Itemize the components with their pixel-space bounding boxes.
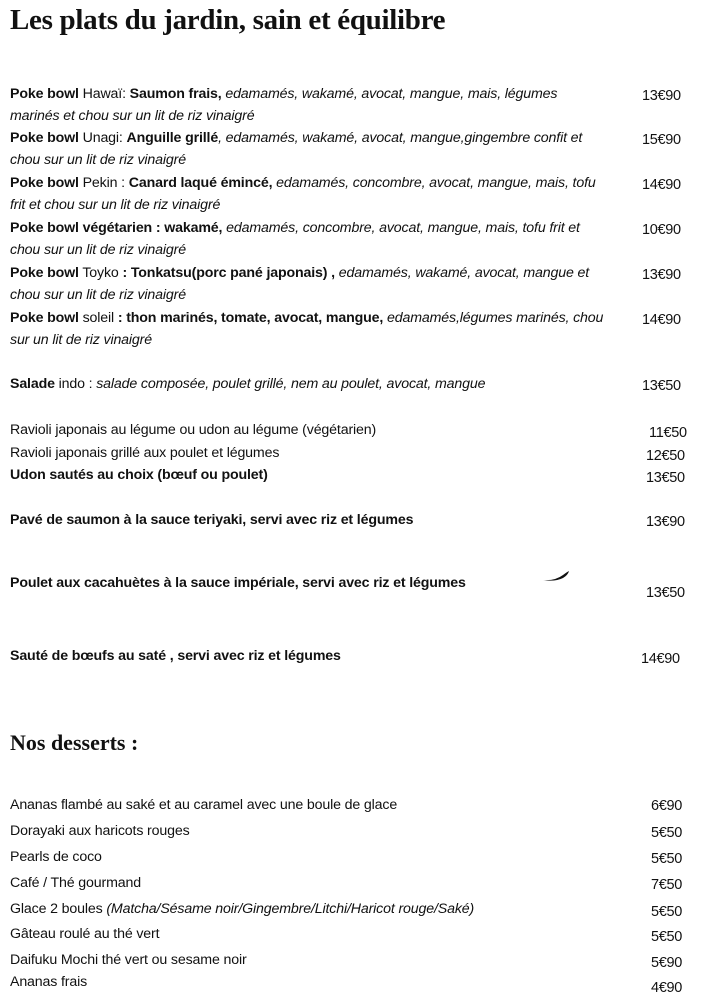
main-dish-item xyxy=(10,218,610,261)
dessert-item-price: 5€50 xyxy=(651,825,683,841)
page-title: Les plats du jardin, sain et équilibre xyxy=(10,4,446,36)
main-dish-item-price: 14€90 xyxy=(642,312,681,328)
main-dish-item-text: Salade xyxy=(10,376,55,392)
main-dish-item-text: Toyko xyxy=(78,265,123,281)
main-dish-item-text: Saumon frais, xyxy=(129,86,222,102)
main-dish-item-text: Pavé de saumon à la sauce teriyaki, servi avec riz et légumes xyxy=(10,512,414,528)
main-dish-item xyxy=(10,510,610,532)
main-dish-item-text: Udon sautés au choix (bœuf ou poulet) xyxy=(10,467,268,483)
main-dish-item-text: Poke bowl xyxy=(10,310,79,326)
main-dish-item xyxy=(10,84,610,127)
chili-pepper-icon xyxy=(541,570,571,582)
main-dish-item-price: 10€90 xyxy=(642,222,681,238)
main-dish-item-text: edamamés, wakamé, avocat, mangue, mais, légumes marinés et chou sur un lit de riz vinaigré xyxy=(10,86,558,124)
main-dish-item xyxy=(10,465,610,487)
dessert-item-text: Glace 2 boules xyxy=(10,901,107,917)
dessert-item xyxy=(10,821,610,843)
dessert-item-price: 5€90 xyxy=(651,955,683,971)
main-dish-item xyxy=(10,263,610,306)
dessert-item-text: Pearls de coco xyxy=(10,849,102,865)
main-dish-item-price: 13€50 xyxy=(646,470,685,486)
main-dish-item-text: edamamés,légumes marinés, chou sur un lit de riz vinaigré xyxy=(10,310,604,348)
main-dish-item-text: Pekin : xyxy=(78,175,129,191)
main-dish-item-text: Sauté de bœufs au saté , servi avec riz et légumes xyxy=(10,648,341,664)
main-dish-item-price: 13€90 xyxy=(642,88,681,104)
dessert-item xyxy=(10,847,610,869)
dessert-item xyxy=(10,950,610,972)
dessert-item-price: 5€50 xyxy=(651,929,683,945)
main-dish-item-price: 14€90 xyxy=(642,177,681,193)
desserts-title: Nos desserts : xyxy=(10,730,139,755)
main-dish-item-text: Poulet aux cacahuètes à la sauce impériale, servi avec riz et légumes xyxy=(10,575,466,591)
main-dish-item-text: Poke bowl xyxy=(10,86,79,102)
dessert-item xyxy=(10,795,610,817)
dessert-item-price: 5€50 xyxy=(651,851,683,867)
main-dish-item xyxy=(10,308,610,351)
dessert-item-price: 5€50 xyxy=(651,904,683,920)
main-dish-item-text: Ravioli japonais au légume ou udon au légume (végétarien) xyxy=(10,422,377,438)
dessert-item-price: 6€90 xyxy=(651,798,683,814)
dessert-item-text: Ananas frais xyxy=(10,974,88,990)
main-dish-item-text: Poke bowl végétarien : wakamé, xyxy=(10,220,223,236)
dessert-item-text: (Matcha/Sésame noir/Gingembre/Litchi/Haricot rouge/Saké) xyxy=(106,901,475,917)
main-dish-item-text: soleil xyxy=(78,310,118,326)
main-dish-item-text: , edamamés, wakamé, avocat, mangue,gingembre confit et chou sur un lit de riz vinaigré xyxy=(10,130,583,168)
main-dish-item-text: Poke bowl xyxy=(10,130,79,146)
main-dish-item xyxy=(10,420,610,442)
dessert-item xyxy=(10,873,610,895)
main-dish-item-text: Unagi: xyxy=(78,130,127,146)
main-dish-item-price: 15€90 xyxy=(642,132,681,148)
main-dish-item-text: Anguille grillé xyxy=(126,130,219,146)
dessert-item-text: Daifuku Mochi thé vert ou sesame noir xyxy=(10,952,247,968)
main-dish-item-price: 13€50 xyxy=(646,585,685,601)
dessert-item-text: Ananas flambé au saké et au caramel avec une boule de glace xyxy=(10,797,398,813)
main-dish-item-price: 12€50 xyxy=(646,448,685,464)
main-dish-item-text: : Tonkatsu(porc pané japonais) , xyxy=(122,265,335,281)
main-dish-item-text: Poke bowl xyxy=(10,265,79,281)
main-dish-item-price: 11€50 xyxy=(649,425,687,441)
dessert-item-text: Dorayaki aux haricots rouges xyxy=(10,823,190,839)
main-dish-item-text: Ravioli japonais grillé aux poulet et légumes xyxy=(10,445,280,461)
dessert-item-price: 7€50 xyxy=(651,877,683,893)
main-dish-item-text: edamamés, concombre, avocat, mangue, mais, tofu frit et chou sur un lit de riz vinaigré xyxy=(10,220,580,258)
dessert-item xyxy=(10,972,610,994)
main-dish-item-price: 14€90 xyxy=(641,651,680,667)
main-dish-item-text: indo : xyxy=(54,376,97,392)
main-dish-item-text: Hawaï: xyxy=(78,86,130,102)
main-dish-item xyxy=(10,443,610,465)
main-dish-item-text: Poke bowl xyxy=(10,175,79,191)
main-dish-item-text: Canard laqué émincé, xyxy=(128,175,273,191)
main-dish-item xyxy=(10,573,610,595)
main-dish-item-text: edamamés, wakamé, avocat, mangue et chou sur un lit de riz vinaigré xyxy=(10,265,590,303)
dessert-item-text: Café / Thé gourmand xyxy=(10,875,141,891)
main-dish-item xyxy=(10,173,610,216)
main-dish-item-text: edamamés, concombre, avocat, mangue, mais, tofu frit et chou sur un lit de riz vinaigré xyxy=(10,175,596,213)
main-dish-item xyxy=(10,374,610,396)
dessert-item-price: 4€90 xyxy=(651,980,683,996)
main-dish-item-text: salade composée, poulet grillé, nem au poulet, avocat, mangue xyxy=(96,376,486,392)
main-dish-item xyxy=(10,128,610,171)
dessert-item-text: Gâteau roulé au thé vert xyxy=(10,926,160,942)
main-dish-item xyxy=(10,646,610,668)
dessert-item xyxy=(10,924,610,946)
main-dish-item-price: 13€90 xyxy=(646,514,685,530)
dessert-item xyxy=(10,899,610,921)
main-dish-item-price: 13€90 xyxy=(642,267,681,283)
main-dish-item-price: 13€50 xyxy=(642,378,681,394)
main-dish-item-text: : thon marinés, tomate, avocat, mangue, xyxy=(117,310,384,326)
